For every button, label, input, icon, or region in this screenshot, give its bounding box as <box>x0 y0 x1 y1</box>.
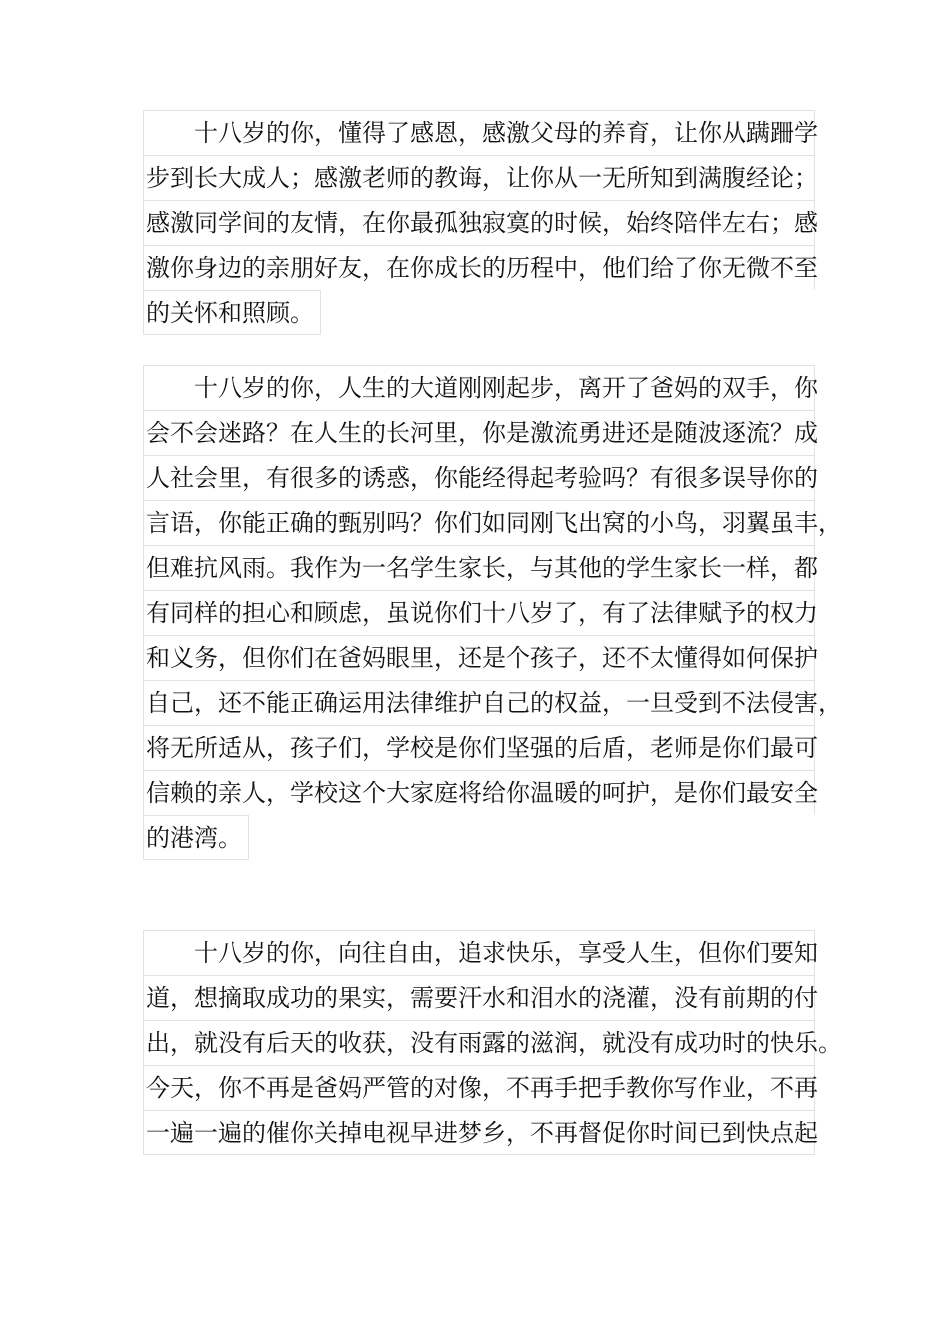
text-line <box>143 1110 818 1155</box>
line-text: 将无所适从，孩子们，学校是你们坚强的后盾，老师是你们最可 <box>146 734 818 762</box>
text-line <box>143 110 818 155</box>
text-line <box>143 770 818 815</box>
line-text: 但难抗风雨。我作为一名学生家长，与其他的学生家长一样，都 <box>146 554 818 582</box>
text-line <box>143 815 249 860</box>
line-text: 今天，你不再是爸妈严管的对像，不再手把手教你写作业，不再 <box>146 1074 818 1102</box>
text-line <box>143 500 842 545</box>
line-text: 出，就没有后天的收获，没有雨露的滋润，就没有成功时的快乐。 <box>146 1029 842 1057</box>
line-text: 和义务，但你们在爸妈眼里，还是个孩子，还不太懂得如何保护 <box>146 644 818 672</box>
line-text: 自己，还不能正确运用法律维护自己的权益，一旦受到不法侵害， <box>146 689 842 717</box>
text-line <box>143 590 818 635</box>
line-text: 的港湾。 <box>146 824 242 852</box>
line-text: 感激同学间的友情，在你最孤独寂寞的时候，始终陪伴左右；感 <box>146 209 818 237</box>
text-line <box>143 635 818 680</box>
line-text: 言语，你能正确的甄别吗？你们如同刚飞出窝的小鸟，羽翼虽丰， <box>146 509 842 537</box>
text-line <box>143 155 818 200</box>
text-line <box>143 1065 818 1110</box>
line-text: 十八岁的你，懂得了感恩，感激父母的养育，让你从蹒跚学 <box>194 119 818 147</box>
line-text: 人社会里，有很多的诱惑，你能经得起考验吗？有很多误导你的 <box>146 464 818 492</box>
paragraph-freedom <box>143 930 842 1155</box>
text-line <box>143 410 818 455</box>
text-line <box>143 930 818 975</box>
text-line <box>143 1020 842 1065</box>
paragraph-life-road <box>143 365 842 860</box>
line-text: 激你身边的亲朋好友，在你成长的历程中，他们给了你无微不至 <box>146 254 818 282</box>
line-text: 道，想摘取成功的果实，需要汗水和泪水的浇灌，没有前期的付 <box>146 984 818 1012</box>
line-text: 步到长大成人；感激老师的教诲，让你从一无所知到满腹经论； <box>146 164 818 192</box>
line-text: 的关怀和照顾。 <box>146 299 314 327</box>
line-text: 一遍一遍的催你关掉电视早进梦乡，不再督促你时间已到快点起 <box>146 1119 818 1147</box>
line-text: 有同样的担心和顾虑，虽说你们十八岁了，有了法律赋予的权力 <box>146 599 818 627</box>
paragraph-gratitude <box>143 110 818 335</box>
line-text: 十八岁的你，人生的大道刚刚起步，离开了爸妈的双手，你 <box>194 374 818 402</box>
text-line <box>143 545 818 590</box>
text-line <box>143 975 818 1020</box>
text-line <box>143 200 818 245</box>
text-line <box>143 725 818 770</box>
text-line <box>143 245 818 290</box>
line-text: 信赖的亲人，学校这个大家庭将给你温暖的呵护，是你们最安全 <box>146 779 818 807</box>
text-line <box>143 455 818 500</box>
text-line <box>143 365 818 410</box>
text-line <box>143 290 321 335</box>
text-line <box>143 680 842 725</box>
line-text: 十八岁的你，向往自由，追求快乐，享受人生，但你们要知 <box>194 939 818 967</box>
line-text: 会不会迷路？在人生的长河里，你是激流勇进还是随波逐流？成 <box>146 419 818 447</box>
